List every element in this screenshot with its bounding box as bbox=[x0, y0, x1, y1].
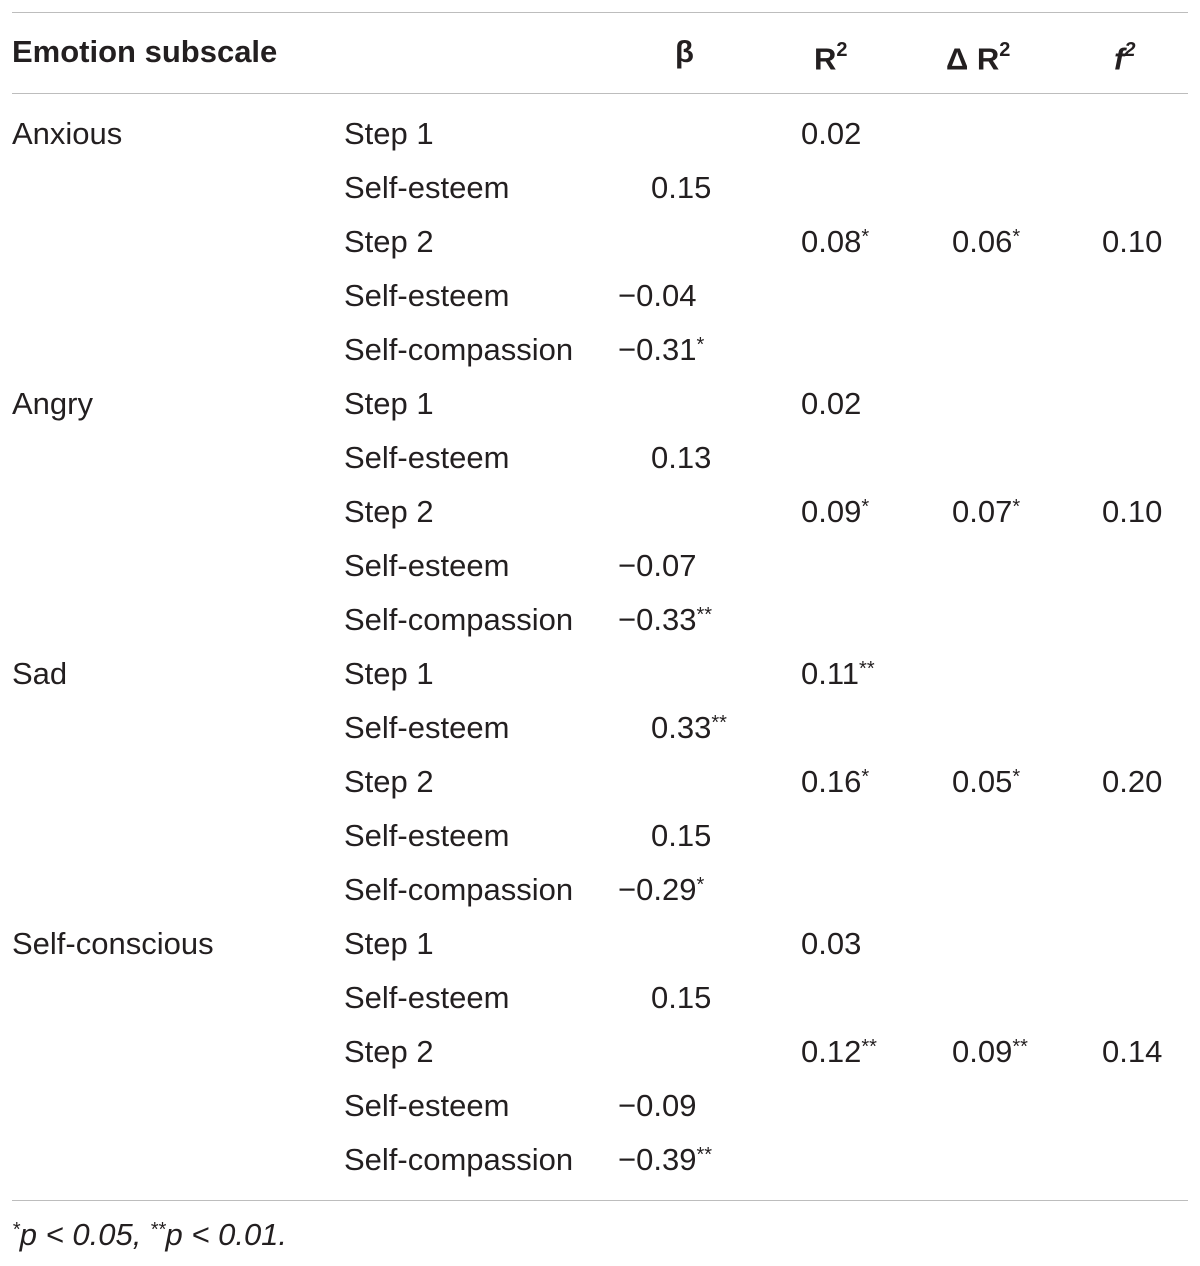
header-emotion-subscale: Emotion subscale bbox=[12, 34, 278, 69]
step-or-predictor-label: Self-esteem bbox=[344, 710, 510, 745]
step-or-predictor-label: Self-esteem bbox=[344, 440, 510, 475]
delta-r-squared-value: 0.06* bbox=[952, 224, 1021, 259]
f-squared-value: 0.14 bbox=[1102, 1034, 1163, 1069]
r-squared-value: 0.08* bbox=[801, 224, 870, 259]
step-or-predictor-label: Step 2 bbox=[344, 224, 434, 259]
r-squared-value: 0.11** bbox=[801, 656, 875, 691]
step-or-predictor-label: Step 1 bbox=[344, 116, 434, 151]
beta-value: −0.04 bbox=[618, 278, 697, 313]
emotion-subscale-label: Sad bbox=[12, 656, 68, 691]
step-or-predictor-label: Step 2 bbox=[344, 764, 434, 799]
beta-value: 0.15 bbox=[651, 170, 712, 205]
step-or-predictor-label: Self-esteem bbox=[344, 1088, 510, 1123]
emotion-subscale-label: Self-conscious bbox=[12, 926, 214, 961]
header-beta: β bbox=[675, 34, 694, 69]
header-r-squared: $R^2$ bbox=[814, 39, 848, 77]
beta-value: 0.33** bbox=[651, 710, 727, 745]
step-or-predictor-label: Self-compassion bbox=[344, 872, 574, 907]
beta-value: −0.33** bbox=[618, 602, 713, 637]
beta-value: 0.13 bbox=[651, 440, 712, 475]
step-or-predictor-label: Step 1 bbox=[344, 656, 434, 691]
f-squared-value: 0.20 bbox=[1102, 764, 1163, 799]
step-or-predictor-label: Step 2 bbox=[344, 1034, 434, 1069]
r-squared-value: 0.03 bbox=[801, 926, 862, 961]
header-delta-r-squared: Δ $R^2$ bbox=[946, 39, 1011, 77]
beta-value: −0.29* bbox=[618, 872, 705, 907]
r-squared-value: 0.16* bbox=[801, 764, 870, 799]
delta-r-squared-value: 0.05* bbox=[952, 764, 1021, 799]
r-squared-value: 0.02 bbox=[801, 386, 862, 421]
step-or-predictor-label: Step 1 bbox=[344, 926, 434, 961]
beta-value: −0.07 bbox=[618, 548, 697, 583]
emotion-subscale-label: Angry bbox=[12, 386, 93, 421]
beta-value: 0.15 bbox=[651, 818, 712, 853]
r-squared-value: 0.09* bbox=[801, 494, 870, 529]
step-or-predictor-label: Self-compassion bbox=[344, 1142, 574, 1177]
f-squared-value: 0.10 bbox=[1102, 224, 1163, 259]
r-squared-value: 0.02 bbox=[801, 116, 862, 151]
step-or-predictor-label: Self-esteem bbox=[344, 818, 510, 853]
step-or-predictor-label: Self-esteem bbox=[344, 548, 510, 583]
beta-value: −0.31* bbox=[618, 332, 705, 367]
step-or-predictor-label: Self-esteem bbox=[344, 278, 510, 313]
beta-value: −0.09 bbox=[618, 1088, 697, 1123]
beta-value: −0.39** bbox=[618, 1142, 713, 1177]
delta-r-squared-value: 0.09** bbox=[952, 1034, 1028, 1069]
table-top-rule bbox=[12, 12, 1188, 13]
step-or-predictor-label: Step 1 bbox=[344, 386, 434, 421]
table-bottom-rule bbox=[12, 1200, 1188, 1201]
header-rule bbox=[12, 93, 1188, 94]
step-or-predictor-label: Self-esteem bbox=[344, 980, 510, 1015]
r-squared-value: 0.12** bbox=[801, 1034, 877, 1069]
table-footnote: *p < 0.05, **p < 0.01. bbox=[12, 1217, 288, 1252]
beta-value: 0.15 bbox=[651, 980, 712, 1015]
emotion-subscale-label: Anxious bbox=[12, 116, 123, 151]
step-or-predictor-label: Self-compassion bbox=[344, 602, 574, 637]
delta-r-squared-value: 0.07* bbox=[952, 494, 1021, 529]
f-squared-value: 0.10 bbox=[1102, 494, 1163, 529]
step-or-predictor-label: Self-compassion bbox=[344, 332, 574, 367]
step-or-predictor-label: Self-esteem bbox=[344, 170, 510, 205]
header-f-squared: $f^2$ bbox=[1114, 39, 1136, 77]
step-or-predictor-label: Step 2 bbox=[344, 494, 434, 529]
